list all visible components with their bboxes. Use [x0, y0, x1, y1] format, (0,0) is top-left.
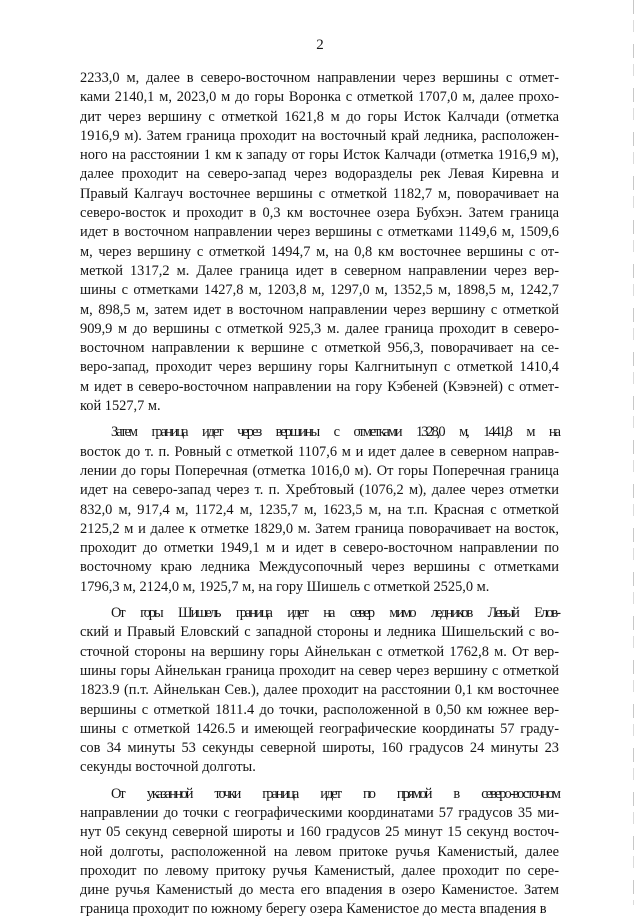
text-line: меткой 1317,2 м. Далее граница идет в северном направлении через вер- [80, 262, 559, 279]
paragraph [80, 423, 559, 597]
text-line: проходит по левому притоку ручья Каменистый, далее проходит по сере- [80, 862, 559, 879]
text-line: восточном направлении к вершине с отметкой 956,3, поворачивает на се- [80, 340, 559, 357]
text-line: направлении до точки с географическими координатами 57 градусов 35 ми- [80, 804, 559, 821]
text-line: Правый Калгауч восточнее вершины с отметкой 1182,7 м, поворачивает на [80, 185, 559, 202]
text-line: ский и Правый Еловский с западной стороны и ледника Шишельский с во- [80, 624, 559, 641]
text-line: м, через вершину с отметкой 1494,7 м, на 0,8 км восточнее вершины с от- [80, 243, 559, 260]
text-line: кой 1527,7 м. [80, 398, 161, 415]
text-line: нут 05 секунд северной широты и 160 градусов 25 минут 15 секунд восточ- [80, 824, 559, 841]
text-line: От указанной точки граница идет по прямой в северо-восточном [111, 785, 559, 802]
text-line: 2125,2 м и далее к отметке 1829,0 м. Затем граница поворачивает на восток, [80, 520, 559, 537]
text-line: идет в восточном направлении через вершины с отметками 1149,6 м, 1509,6 [80, 224, 559, 241]
text-line: северо-восток и проходит в 0,3 км восточнее озера Бубхэн. Затем граница [80, 205, 559, 222]
text-line: сточной стороны на вершину горы Айнелькан с отметкой 1762,8 м. От вер- [80, 643, 559, 660]
scan-edge-artifact [633, 0, 634, 905]
page-number: 2 [316, 37, 324, 53]
paragraph [80, 604, 559, 778]
text-line: 832,0 м, 917,4 м, 1172,4 м, 1235,7 м, 1623,5 м, на т.п. Красная с отметкой [80, 501, 559, 518]
text-line: дит через вершину с отметкой 1621,8 м до горы Исток Калчади (отметка [80, 108, 559, 125]
text-line: идет на северо-запад через т. п. Хребтовый (1076,2 м), далее через отметки [80, 482, 559, 499]
text-line: дине ручья Каменистый до места его впадения в озеро Каменистое. Затем [80, 882, 559, 899]
text-line: шины с отметкой 1426.5 и имеющей географические координаты 57 граду- [80, 720, 559, 737]
text-line: проходит до отметки 1949,1 м и идет в северо-восточном направлении по [80, 540, 559, 557]
text-line: 909,9 м до вершины с отметкой 925,3 м. далее граница проходит в северо- [80, 320, 559, 337]
text-line: шины горы Айнелькан граница проходит на север через вершину с отметкой [80, 662, 559, 679]
text-line: м, 898,5 м, затем идет в восточном направлении через вершину с отметкой [80, 301, 559, 318]
text-line: От горы Шишель граница идет на север мимо ледников Левый Елов- [111, 605, 559, 622]
text-line: ной долготы, расположенной на левом притоке ручья Каменистый, далее [80, 843, 559, 860]
paragraph [80, 69, 559, 416]
text-line: 1796,3 м, 2124,0 м, 1925,7 м, на гору Шишель с отметкой 2525,0 м. [80, 578, 490, 595]
text-line: 1916,9 м). Затем граница проходит на восточный край ледника, расположен- [80, 127, 559, 144]
text-line: шины с отметками 1427,8 м, 1203,8 м, 1297,0 м, 1352,5 м, 1898,5 м, 1242,7 [80, 282, 559, 299]
text-line: секунды восточной долготы. [80, 759, 256, 776]
text-line: веро-запад, проходит через вершину горы Калгнитынуп с отметкой 1410,4 [80, 359, 559, 376]
text-line: лении до горы Поперечная (отметка 1016,0 м). От горы Поперечная граница [80, 462, 559, 479]
paragraph [80, 785, 559, 920]
text-line: вершины с отметкой 1811.4 до точки, расположенной в 0,50 км южнее вер- [80, 701, 559, 718]
text-line: далее проходит на северо-запад через водоразделы рек Левая Киревна и [80, 166, 559, 183]
text-line: 2233,0 м, далее в северо-восточном направлении через вершины с отмет- [80, 70, 559, 86]
text-line: м идет в северо-восточном направлении на гору Кэбеней (Кэвэней) с отмет- [80, 378, 559, 395]
text-line: ного на расстоянии 1 км к западу от горы Исток Калчади (отметка 1916,9 м), [80, 147, 559, 164]
text-line: восток до т. п. Ровный с отметкой 1107,6 м и идет далее в северном направ- [80, 443, 559, 460]
document-body [80, 69, 559, 920]
text-line: восточному краю ледника Междусопочный через вершины с отметками [80, 559, 559, 576]
text-line: ками 2140,1 м, 2023,0 м до горы Воронка с отметкой 1707,0 м, далее прохо- [80, 89, 559, 106]
text-line: Затем граница идет через вершины с отметками 1328,0 м, 1441,8 м на [111, 424, 559, 441]
text-line: граница проходит по южному берегу озера Каменистое до места впадения в [80, 901, 547, 918]
text-line: 1823.9 (п.т. Айнелькан Сев.), далее проходит на расстоянии 0,1 км восточнее [80, 682, 559, 699]
text-line: сов 34 минуты 53 секунды северной широты, 160 градусов 24 минуты 23 [80, 740, 559, 757]
